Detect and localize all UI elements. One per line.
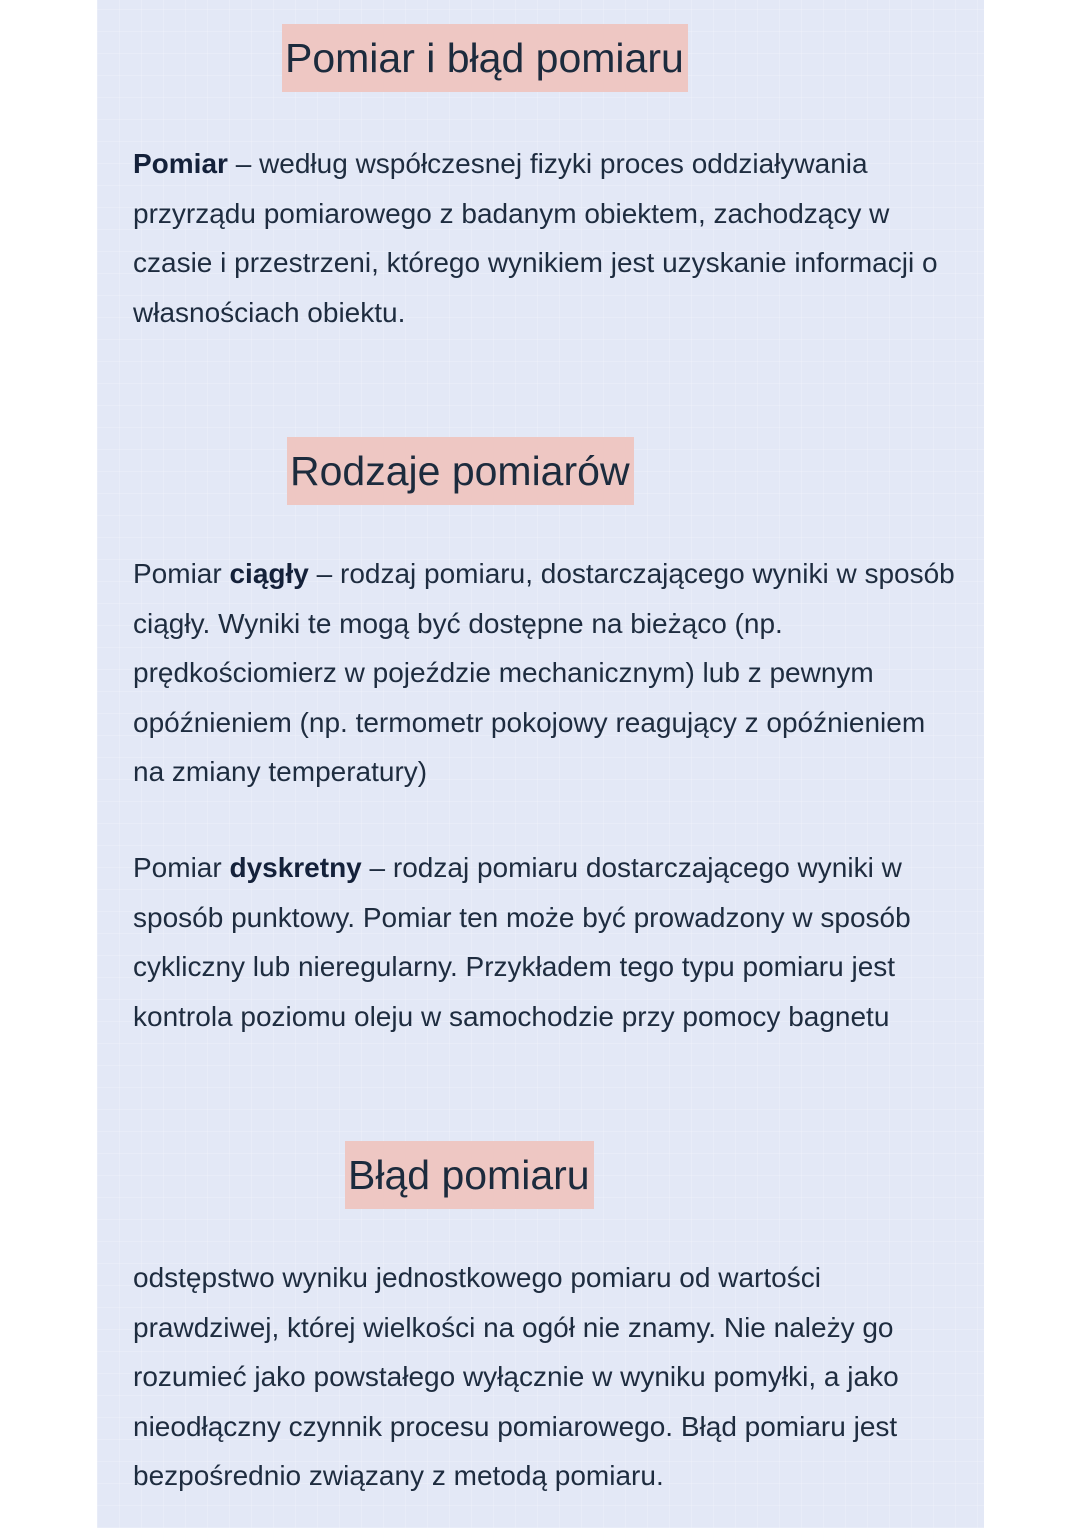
- section-heading-measurement-error: Błąd pomiaru: [345, 1141, 594, 1209]
- page-title: Pomiar i błąd pomiaru: [282, 24, 688, 92]
- continuous-measurement-paragraph: [133, 549, 963, 797]
- document-page: [97, 0, 984, 1528]
- term-continuous: ciągły: [229, 558, 309, 589]
- discrete-text: – rodzaj pomiaru dostarczającego wyniki w sposób punktowy. Pomiar ten może być prowadzony w sposób cykliczny lub nieregularny. Przykładem tego typu pomiaru jest kontrola poziomu oleju w samochodzie przy pomocy bagnetu: [133, 852, 911, 1032]
- discrete-prefix: Pomiar: [133, 852, 230, 883]
- continuous-prefix: Pomiar: [133, 558, 230, 589]
- continuous-text: – rodzaj pomiaru, dostarczającego wyniki w sposób ciągły. Wyniki te mogą być dostępne na bieżąco (np. prędkościomierz w pojeździe mechanicznym) lub z pewnym opóźnieniem (np. termometr pokojowy reagujący z opóźnieniem na zmiany temperatury): [133, 558, 955, 787]
- measurement-definition: [133, 139, 963, 337]
- discrete-measurement-paragraph: [133, 843, 963, 1041]
- section-heading-measurement-types: Rodzaje pomiarów: [287, 437, 634, 505]
- term-measurement: Pomiar: [133, 148, 228, 179]
- measurement-error-paragraph: odstępstwo wyniku jednostkowego pomiaru od wartości prawdziwej, której wielkości na ogół nie znamy. Nie należy go rozumieć jako powstałego wyłącznie w wyniku pomyłki, a jako nieodłączny czynnik procesu pomiarowego. Błąd pomiaru jest bezpośrednio związany z metodą pomiaru.: [133, 1262, 899, 1491]
- term-discrete: dyskretny: [229, 852, 362, 883]
- measurement-definition-text: – według współczesnej fizyki proces oddziaływania przyrządu pomiarowego z badanym obiektem, zachodzący w czasie i przestrzeni, którego wynikiem jest uzyskanie informacji o własnościach obiektu.: [133, 148, 938, 328]
